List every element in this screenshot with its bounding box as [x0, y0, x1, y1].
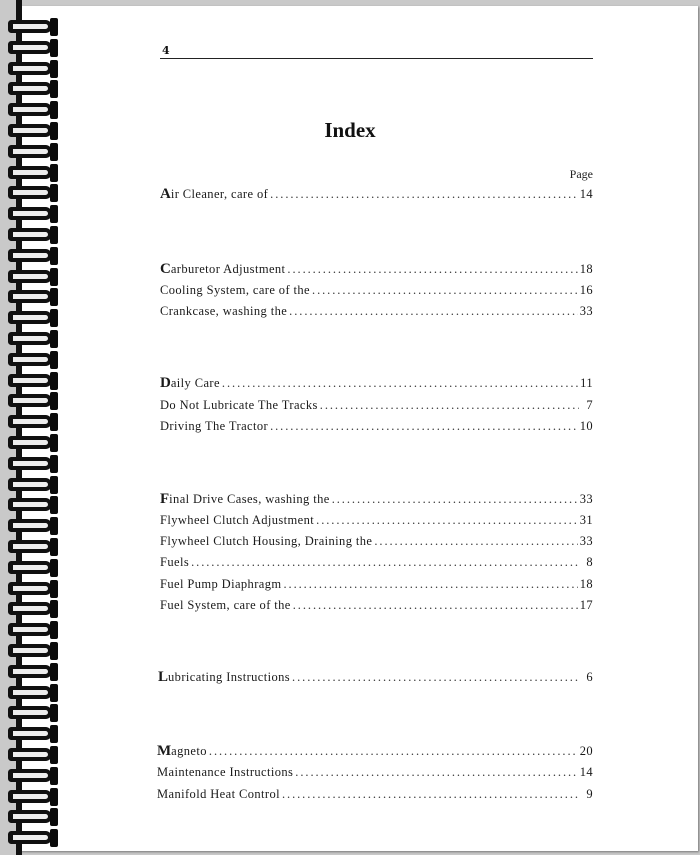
- entry-page-number: 9: [586, 787, 593, 801]
- index-entry: [160, 304, 593, 322]
- binding-ring: [8, 829, 64, 847]
- entry-text: Manifold Heat Control: [157, 787, 280, 801]
- entry-page-number: 33: [579, 534, 593, 548]
- ring-hole: [50, 205, 58, 223]
- ring-hole: [50, 39, 58, 57]
- ring-hole: [50, 808, 58, 826]
- entry-page-number: 14: [579, 187, 593, 201]
- dot-leader: [374, 534, 577, 549]
- dot-leader: [289, 304, 578, 319]
- ring-loop: [8, 540, 52, 553]
- index-entry-label: [160, 534, 372, 549]
- index-entry: [160, 419, 593, 437]
- binding-ring: [8, 80, 64, 98]
- entry-page-number: 10: [579, 419, 593, 433]
- ring-loop: [8, 810, 52, 823]
- ring-hole: [50, 684, 58, 702]
- entry-text: Flywheel Clutch Housing, Draining the: [160, 534, 373, 548]
- ring-hole: [50, 455, 58, 473]
- index-entry-label: [160, 283, 310, 298]
- entry-text: ubricating Instructions: [168, 670, 291, 684]
- binding-ring: [8, 642, 64, 660]
- ring-hole: [50, 372, 58, 390]
- entry-text: arburetor Adjustment: [170, 262, 286, 276]
- ring-loop: [8, 436, 52, 449]
- ring-hole: [50, 392, 58, 410]
- index-entry-label: [160, 419, 268, 434]
- dot-leader: [332, 492, 578, 507]
- entry-text: Maintenance Instructions: [157, 765, 294, 779]
- binding-ring: [8, 413, 64, 431]
- ring-hole: [50, 746, 58, 764]
- ring-loop: [8, 374, 52, 387]
- ring-loop: [8, 686, 52, 699]
- dot-leader: [282, 787, 579, 802]
- ring-hole: [50, 663, 58, 681]
- ring-hole: [50, 476, 58, 494]
- binding-ring: [8, 788, 64, 806]
- ring-hole: [50, 330, 58, 348]
- ring-loop: [8, 186, 52, 199]
- binding-ring: [8, 101, 64, 119]
- ring-loop: [8, 831, 52, 844]
- index-entry: [160, 534, 593, 552]
- ring-loop: [8, 394, 52, 407]
- binding-ring: [8, 309, 64, 327]
- entry-initial-letter: D: [160, 375, 171, 391]
- index-title: Index: [324, 118, 376, 142]
- entry-page-number: 17: [579, 598, 593, 612]
- ring-hole: [50, 143, 58, 161]
- index-entry-label: [160, 304, 287, 319]
- ring-loop: [8, 207, 52, 220]
- binding-ring: [8, 496, 64, 514]
- binding-ring: [8, 184, 64, 202]
- index-entry-label: [160, 577, 281, 592]
- index-entry-label: [157, 787, 280, 802]
- index-entry-label: [160, 555, 189, 570]
- binding-ring: [8, 704, 64, 722]
- dot-leader: [191, 555, 579, 570]
- binding-ring: [8, 621, 64, 639]
- ring-hole: [50, 413, 58, 431]
- index-entry-label: [157, 765, 293, 780]
- entry-text: inal Drive Cases, washing the: [169, 492, 330, 506]
- index-entry: [158, 669, 593, 687]
- ring-hole: [50, 580, 58, 598]
- dot-leader: [222, 376, 578, 391]
- ring-loop: [8, 561, 52, 574]
- entry-page-number: 11: [580, 376, 593, 390]
- binding-ring: [8, 351, 64, 369]
- entry-initial-letter: L: [158, 669, 169, 685]
- ring-hole: [50, 60, 58, 78]
- binding-ring: [8, 746, 64, 764]
- entry-text: Fuels: [160, 555, 190, 569]
- ring-hole: [50, 184, 58, 202]
- ring-loop: [8, 582, 52, 595]
- ring-hole: [50, 434, 58, 452]
- entry-page-number: 33: [579, 304, 593, 318]
- dot-leader: [270, 419, 578, 434]
- ring-loop: [8, 519, 52, 532]
- binding-ring: [8, 143, 64, 161]
- ring-loop: [8, 353, 52, 366]
- index-entry: [157, 743, 593, 761]
- ring-loop: [8, 166, 52, 179]
- ring-hole: [50, 268, 58, 286]
- binding-ring: [8, 226, 64, 244]
- binding-ring: [8, 476, 64, 494]
- ring-hole: [50, 101, 58, 119]
- index-entry: [160, 375, 593, 393]
- binding-ring: [8, 725, 64, 743]
- ring-loop: [8, 623, 52, 636]
- page-number: 4: [162, 44, 170, 57]
- dot-leader: [292, 670, 579, 685]
- dot-leader: [295, 765, 577, 780]
- binding-ring: [8, 538, 64, 556]
- ring-loop: [8, 41, 52, 54]
- ring-loop: [8, 270, 52, 283]
- index-entry: [160, 261, 593, 279]
- binding-ring: [8, 580, 64, 598]
- entry-text: Cooling System, care of the: [160, 283, 311, 297]
- binding-ring: [8, 205, 64, 223]
- entry-initial-letter: F: [160, 491, 170, 507]
- ring-hole: [50, 351, 58, 369]
- entry-text: Do Not Lubricate The Tracks: [160, 398, 318, 412]
- index-entry-label: [160, 398, 318, 413]
- entry-page-number: 18: [579, 262, 593, 276]
- ring-hole: [50, 538, 58, 556]
- dot-leader: [293, 598, 578, 613]
- ring-loop: [8, 249, 52, 262]
- index-entry-label: [160, 186, 268, 203]
- ring-hole: [50, 559, 58, 577]
- entry-text: aily Care: [170, 376, 220, 390]
- ring-hole: [50, 247, 58, 265]
- binding-ring: [8, 372, 64, 390]
- ring-loop: [8, 769, 52, 782]
- entry-initial-letter: M: [157, 743, 172, 759]
- ring-loop: [8, 82, 52, 95]
- ring-hole: [50, 80, 58, 98]
- ring-hole: [50, 642, 58, 660]
- ring-hole: [50, 309, 58, 327]
- index-entry: [160, 491, 593, 509]
- index-entry-label: [160, 261, 285, 278]
- entry-page-number: 16: [579, 283, 593, 297]
- index-entry: [157, 765, 593, 783]
- entry-text: Fuel Pump Diaphragm: [160, 577, 282, 591]
- binding-ring: [8, 164, 64, 182]
- entry-text: Fuel System, care of the: [160, 598, 291, 612]
- index-entry: [160, 577, 593, 595]
- binding-ring: [8, 330, 64, 348]
- dot-leader: [283, 577, 577, 592]
- index-entry-label: [160, 598, 291, 613]
- entry-page-number: 33: [579, 492, 593, 506]
- index-entry-label: [160, 513, 314, 528]
- entry-text: agneto: [171, 744, 207, 758]
- binding-ring: [8, 392, 64, 410]
- binding-ring: [8, 18, 64, 36]
- dot-leader: [320, 398, 579, 413]
- ring-hole: [50, 621, 58, 639]
- dot-leader: [270, 187, 578, 202]
- ring-loop: [8, 748, 52, 761]
- entry-page-number: 6: [586, 670, 593, 684]
- entry-page-number: 14: [579, 765, 593, 779]
- header-rule: [160, 58, 593, 59]
- entry-page-number: 8: [586, 555, 593, 569]
- ring-loop: [8, 602, 52, 615]
- dot-leader: [287, 262, 577, 277]
- binding-ring: [8, 434, 64, 452]
- ring-hole: [50, 600, 58, 618]
- index-entry-label: [157, 743, 207, 760]
- ring-hole: [50, 767, 58, 785]
- index-entry: [160, 598, 593, 616]
- binding-ring: [8, 517, 64, 535]
- dot-leader: [316, 513, 578, 528]
- ring-loop: [8, 290, 52, 303]
- ring-hole: [50, 725, 58, 743]
- ring-loop: [8, 478, 52, 491]
- index-entry: [160, 555, 593, 573]
- binding-ring: [8, 684, 64, 702]
- ring-loop: [8, 311, 52, 324]
- binding-ring: [8, 247, 64, 265]
- entry-page-number: 20: [579, 744, 593, 758]
- ring-hole: [50, 226, 58, 244]
- entry-text: ir Cleaner, care of: [170, 187, 269, 201]
- index-entry: [160, 513, 593, 531]
- binding-ring: [8, 60, 64, 78]
- ring-loop: [8, 665, 52, 678]
- ring-hole: [50, 18, 58, 36]
- binding-ring: [8, 559, 64, 577]
- ring-loop: [8, 228, 52, 241]
- ring-hole: [50, 288, 58, 306]
- entry-page-number: 18: [579, 577, 593, 591]
- ring-loop: [8, 727, 52, 740]
- ring-loop: [8, 706, 52, 719]
- entry-text: Crankcase, washing the: [160, 304, 288, 318]
- entry-page-number: 7: [586, 398, 593, 412]
- binding-ring: [8, 39, 64, 57]
- binding-ring: [8, 663, 64, 681]
- ring-loop: [8, 457, 52, 470]
- entry-page-number: 31: [579, 513, 593, 527]
- ring-loop: [8, 415, 52, 428]
- page-column-header: Page: [569, 167, 593, 181]
- dot-leader: [312, 283, 578, 298]
- entry-text: Flywheel Clutch Adjustment: [160, 513, 315, 527]
- entry-text: Driving The Tractor: [160, 419, 269, 433]
- ring-hole: [50, 829, 58, 847]
- ring-loop: [8, 498, 52, 511]
- ring-hole: [50, 788, 58, 806]
- entry-initial-letter: C: [160, 261, 171, 277]
- ring-hole: [50, 517, 58, 535]
- index-entry: [160, 186, 593, 204]
- ring-hole: [50, 704, 58, 722]
- index-entry: [160, 398, 593, 416]
- index-entry-label: [160, 491, 330, 508]
- dot-leader: [209, 744, 578, 759]
- entry-initial-letter: A: [160, 186, 171, 202]
- ring-loop: [8, 103, 52, 116]
- binding-ring: [8, 455, 64, 473]
- ring-loop: [8, 644, 52, 657]
- ring-loop: [8, 332, 52, 345]
- index-entry: [160, 283, 593, 301]
- ring-hole: [50, 496, 58, 514]
- ring-loop: [8, 20, 52, 33]
- binding-ring: [8, 808, 64, 826]
- ring-loop: [8, 145, 52, 158]
- ring-loop: [8, 790, 52, 803]
- index-entry: [157, 787, 593, 805]
- index-entry-label: [158, 669, 290, 686]
- ring-loop: [8, 62, 52, 75]
- binding-ring: [8, 268, 64, 286]
- index-entry-label: [160, 375, 220, 392]
- binding-ring: [8, 288, 64, 306]
- ring-hole: [50, 164, 58, 182]
- binding-ring: [8, 767, 64, 785]
- binding-ring: [8, 600, 64, 618]
